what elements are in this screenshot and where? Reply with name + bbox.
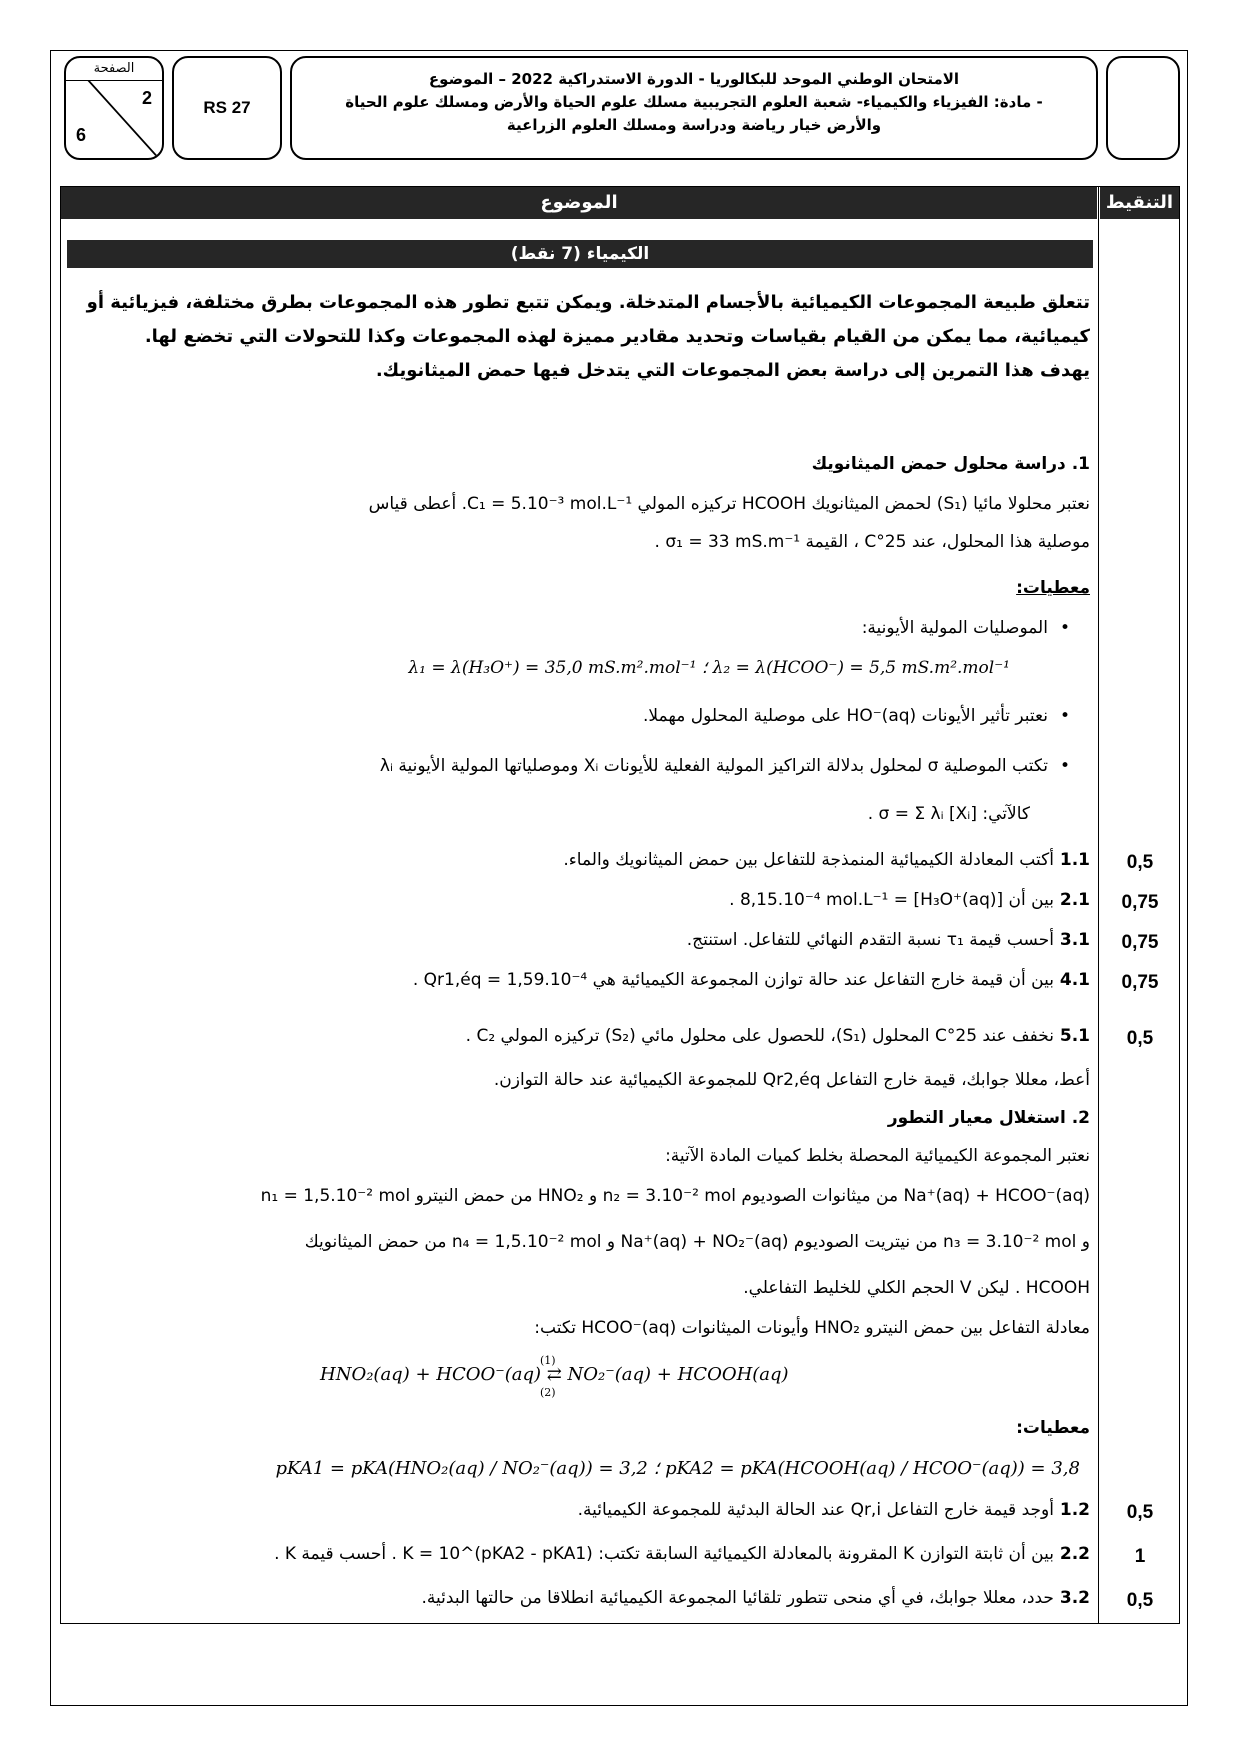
part2-line-4: HCOOH . ليكن V الحجم الكلي للخليط التفاعلي. <box>743 1278 1090 1298</box>
part1-line-1: نعتبر محلولا مائيا (S₁) لحمض الميثانويك HCOOH تركيزه المولي C₁ = 5.10⁻³ mol.L⁻¹. أعطى قياس <box>368 494 1090 514</box>
arrow-label-forward: (1) <box>540 1354 556 1367</box>
intro-text <box>60 286 1090 388</box>
question-3-2 <box>422 1588 1090 1608</box>
score-3-2: 0,5 <box>1126 1590 1154 1611</box>
question-number: 2.2 <box>1053 1544 1090 1564</box>
page-number: 2 <box>141 88 152 108</box>
score-4-1: 0,75 <box>1121 972 1159 993</box>
part2-title: 2. استغلال معيار التطور <box>887 1108 1090 1128</box>
score-5-1: 0,5 <box>1126 1028 1154 1049</box>
part1-bullet-3-formula: كالآتي: σ = Σ λᵢ [Xᵢ] . <box>867 804 1030 824</box>
intro-paragraph-1: تتعلق طبيعة المجموعات الكيميائية بالأجسام المتدخلة. ويمكن تتبع تطور هذه المجموعات بطرق مختلفة، فيزيائية أو كيميائية، مما يمكن من القيام بقياسات وتحديد مقادير مميزة لهذه المجموعات وكذا للتحولات التي تخضع لها. <box>86 292 1090 347</box>
question-number: 1.2 <box>1053 1500 1090 1520</box>
question-1-2 <box>578 1500 1090 1520</box>
part2-line-1: نعتبر المجموعة الكيميائية المحصلة بخلط كميات المادة الآتية: <box>665 1146 1090 1166</box>
question-5-1 <box>466 1026 1090 1046</box>
question-text: نخفف عند 25°C المحلول (S₁)، للحصول على محلول مائي (S₂) تركيزه المولي C₂ . <box>465 1026 1054 1046</box>
question-text: بين أن ثابتة التوازن K المقرونة بالمعادلة الكيميائية السابقة تكتب: K = 10^(pKA2 - pKA1) . أحسب قيمة K . <box>274 1544 1054 1564</box>
score-1-1: 0,5 <box>1126 852 1154 873</box>
subject-header: الموضوع <box>61 187 1097 219</box>
question-number: 1.1 <box>1053 850 1090 870</box>
question-text: بين أن [H₃O⁺(aq)] = 8,15.10⁻⁴ mol.L⁻¹ . <box>729 890 1054 910</box>
reaction-text: HNO₂(aq) + HCOO⁻(aq) ⇄ NO₂⁻(aq) + HCOOH(aq) <box>320 1364 789 1385</box>
part2-line-5: معادلة التفاعل بين حمض النيترو HNO₂ وأيونات الميثانوات HCOO⁻(aq) تكتب: <box>534 1318 1090 1338</box>
question-text: أوجد قيمة خارج التفاعل Qr,i عند الحالة البدئية للمجموعة الكيميائية. <box>577 1500 1054 1520</box>
part1-data-title: معطيات: <box>1016 578 1090 598</box>
score-2-2: 1 <box>1134 1546 1146 1567</box>
question-number: 3.1 <box>1053 930 1090 950</box>
score-column-divider <box>1098 186 1099 1624</box>
score-2-1: 0,75 <box>1121 892 1159 913</box>
part1-bullet-1: • الموصليات المولية الأيونية: <box>862 618 1070 638</box>
question-3-1 <box>687 930 1090 950</box>
page-total: 6 <box>76 125 87 145</box>
part2-line-3: و n₃ = 3.10⁻² mol من نيتريت الصوديوم Na⁺(aq) + NO₂⁻(aq) و n₄ = 1,5.10⁻² mol من حمض الميثانويك <box>304 1232 1090 1252</box>
question-2-2 <box>274 1544 1090 1564</box>
score-header: التنقيط <box>1100 187 1179 219</box>
part1-line-2: موصلية هذا المحلول، عند 25°C ، القيمة σ₁ = 33 mS.m⁻¹ . <box>654 532 1090 552</box>
part2-line-2: Na⁺(aq) + HCOO⁻(aq) من ميثانوات الصوديوم n₂ = 3.10⁻² mol و HNO₂ من حمض النيترو n₁ = 1,5.10⁻² mol <box>260 1186 1090 1206</box>
title-line-1: الامتحان الوطني الموحد للبكالوريا - الدورة الاستدراكية 2022 – الموضوع <box>428 70 960 88</box>
title-line-2: - مادة: الفيزياء والكيمياء- شعبة العلوم التجريبية مسلك علوم الحياة والأرض ومسلك علوم الحياة <box>345 93 1043 111</box>
question-text: حدد، معللا جوابك، في أي منحى تتطور تلقائيا المجموعة الكيميائية انطلاقا من حالتها البدئية. <box>421 1588 1054 1608</box>
score-3-1: 0,75 <box>1121 932 1159 953</box>
question-number: 2.1 <box>1053 890 1090 910</box>
exam-title <box>290 56 1098 160</box>
part1-bullet-3: • تكتب الموصلية σ لمحلول بدلالة التراكيز المولية الفعلية للأيونات Xᵢ وموصلياتها المولية الأيونية λᵢ <box>380 756 1070 776</box>
question-4-1 <box>413 970 1090 990</box>
lambda-values: λ₂ = λ(HCOO⁻) = 5,5 mS.m².mol⁻¹ ؛ λ₁ = λ(H₃O⁺) = 35,0 mS.m².mol⁻¹ <box>408 658 1010 678</box>
part2-data-title: معطيات: <box>1016 1418 1090 1438</box>
exam-code: RS 27 <box>172 56 282 160</box>
reaction-equation <box>320 1364 789 1385</box>
title-line-3: والأرض خيار رياضة ودراسة ومسلك العلوم الزراعية <box>506 116 882 134</box>
part1-title: 1. دراسة محلول حمض الميثانويك <box>811 454 1090 474</box>
intro-paragraph-2: يهدف هذا التمرين إلى دراسة بعض المجموعات التي يتدخل فيها حمض الميثانويك. <box>375 360 1090 381</box>
question-text: بين أن قيمة خارج التفاعل عند حالة توازن المجموعة الكيميائية هي Qr1,éq = 1,59.10⁻⁴ . <box>412 970 1054 990</box>
page-label: الصفحة <box>66 60 162 81</box>
score-1-2: 0,5 <box>1126 1502 1154 1523</box>
question-2-1 <box>729 890 1090 910</box>
question-text: أحسب قيمة τ₁ نسبة التقدم النهائي للتفاعل. استنتج. <box>686 930 1054 950</box>
pka-values: pKA2 = pKA(HCOOH(aq) / HCOO⁻(aq)) = 3,8 ؛ pKA1 = pKA(HNO₂(aq) / NO₂⁻(aq)) = 3,2 <box>275 1458 1080 1479</box>
part1-bullet-2: • نعتبر تأثير الأيونات HO⁻(aq) على موصلية المحلول مهملا. <box>643 706 1070 726</box>
chemistry-section-title: الكيمياء (7 نقط) <box>67 240 1093 268</box>
question-text: أكتب المعادلة الكيميائية المنمذجة للتفاعل بين حمض الميثانويك والماء. <box>563 850 1054 870</box>
question-1-1 <box>563 850 1090 870</box>
question-number: 4.1 <box>1053 970 1090 990</box>
question-number: 3.2 <box>1053 1588 1090 1608</box>
question-number: 5.1 <box>1053 1026 1090 1046</box>
question-5-1-continued: أعط، معللا جوابك، قيمة خارج التفاعل Qr2,éq للمجموعة الكيميائية عند حالة التوازن. <box>493 1070 1090 1090</box>
empty-box <box>1106 56 1180 160</box>
arrow-label-backward: (2) <box>540 1386 556 1399</box>
page-number-box <box>64 56 164 160</box>
